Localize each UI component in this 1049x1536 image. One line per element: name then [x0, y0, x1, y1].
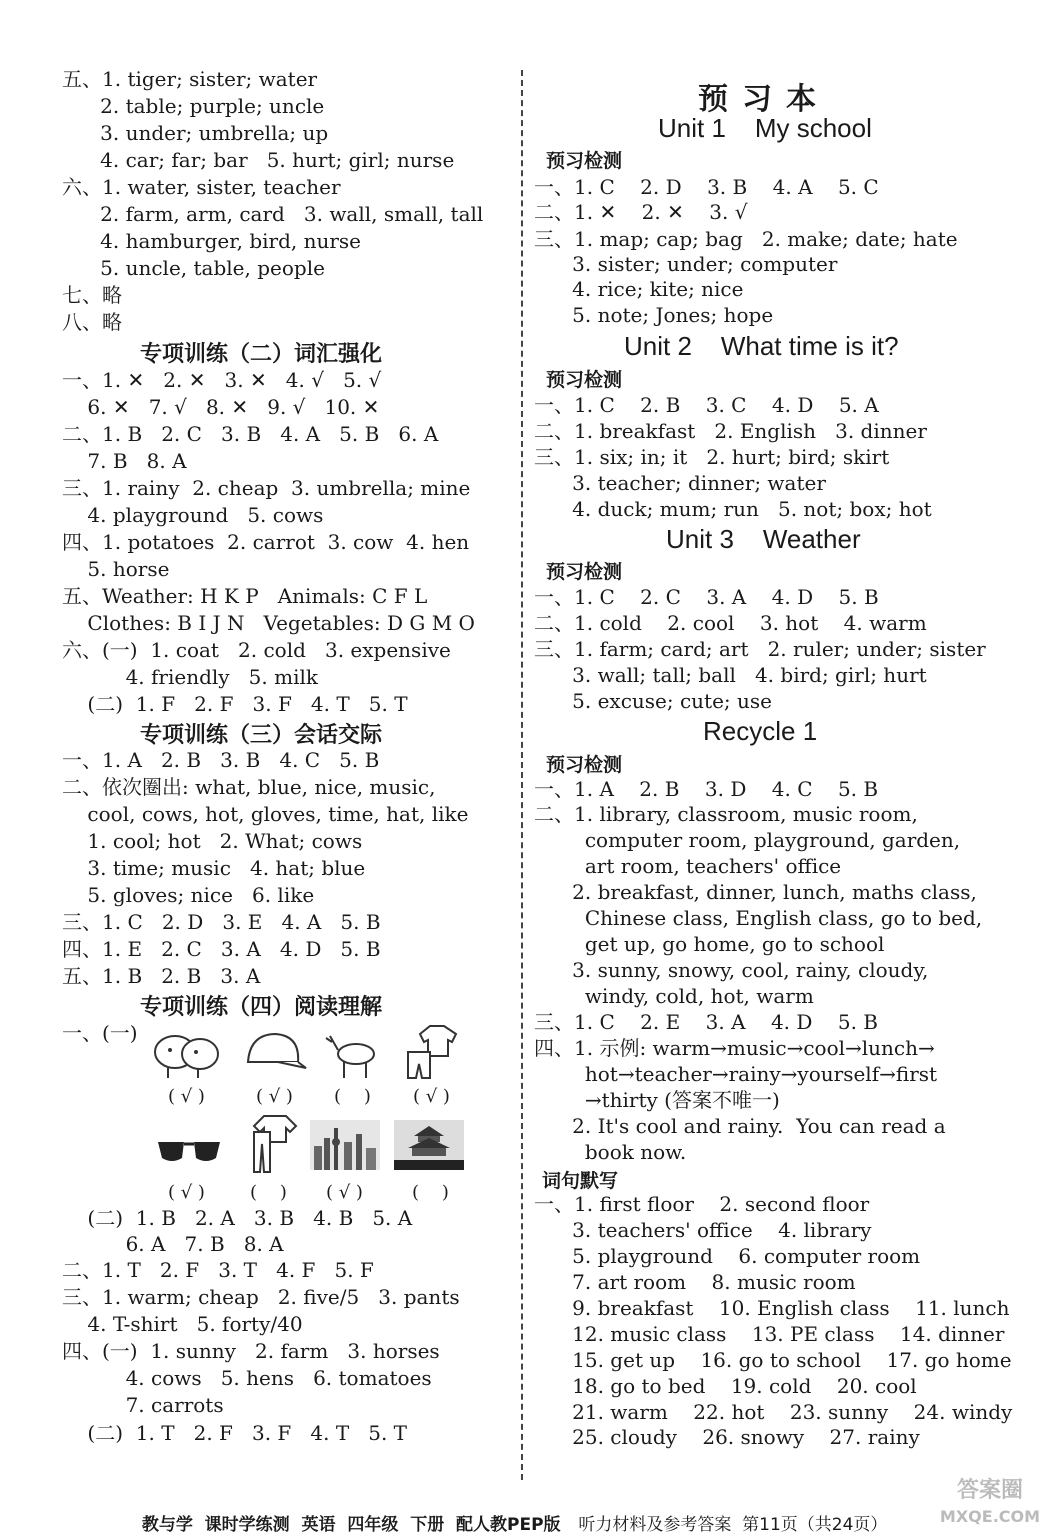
answer-line: Chinese class, English class, go to bed, [534, 906, 983, 930]
answer-line: 一、1. first floor 2. second floor [534, 1192, 870, 1216]
section-title: 专项训练（三）会话交际 [140, 723, 383, 748]
answer-line: 一、1. A 2. B 3. D 4. C 5. B [534, 777, 879, 801]
footer-brand: 教与学 课时学练测 英语 四年级 下册 配人教PEP版 [141, 1515, 561, 1535]
footer-page-info: 听力材料及参考答案 第11页（共24页） [578, 1515, 888, 1535]
answer-line: 三、1. warm; cheap 2. five/5 3. pants [62, 1285, 460, 1309]
answer-line: 四、1. 示例: warm→music→cool→lunch→ [534, 1036, 935, 1060]
answer-line: 4. playground 5. cows [62, 503, 324, 527]
check-mark: ( √ ) [256, 1086, 293, 1107]
answer-line: 5. gloves; nice 6. like [62, 883, 315, 907]
answer-line: 一、1. ✕ 2. ✕ 3. ✕ 4. √ 5. √ [62, 368, 382, 392]
answer-line: (二) 1. B 2. A 3. B 4. B 5. A [62, 1206, 413, 1230]
section-title: 专项训练（四）阅读理解 [140, 995, 383, 1020]
answer-line: 三、1. rainy 2. cheap 3. umbrella; mine [62, 476, 471, 500]
city-skyline-icon [310, 1120, 380, 1182]
answer-line: get up, go home, go to school [534, 932, 885, 956]
answer-line: 12. music class 13. PE class 14. dinner [534, 1322, 1005, 1346]
check-mark: ( ) [250, 1182, 287, 1203]
answer-line: 三、1. six; in; it 2. hurt; bird; skirt [534, 445, 890, 469]
check-mark: ( ) [412, 1182, 449, 1203]
answer-line: 五、1. tiger; sister; water [62, 67, 318, 91]
answer-line: 15. get up 16. go to school 17. go home [534, 1348, 1012, 1372]
shirt-pants-icon [240, 1112, 310, 1174]
answer-line: art room, teachers' office [534, 854, 842, 878]
answer-line: 五、Weather: H K P Animals: C F L [62, 584, 428, 608]
answer-line: computer room, playground, garden, [534, 828, 961, 852]
answer-line: 4. hamburger, bird, nurse [62, 229, 362, 253]
answer-line: 5. note; Jones; hope [534, 303, 774, 327]
answer-line: 6. A 7. B 8. A [62, 1232, 284, 1256]
goat-icon [320, 1022, 390, 1084]
answer-line: 21. warm 22. hot 23. sunny 24. windy [534, 1400, 1013, 1424]
answer-line: 四、1. E 2. C 3. A 4. D 5. B [62, 937, 381, 961]
answer-line: 2. table; purple; uncle [62, 94, 325, 118]
answer-line: cool, cows, hot, gloves, time, hat, like [62, 802, 469, 826]
section-heading: 预习检测 [546, 369, 623, 391]
answer-line: 七、略 [62, 283, 122, 307]
answer-line: 3. teacher; dinner; water [534, 471, 826, 495]
section-heading: 预习检测 [546, 561, 623, 583]
answer-line: 3. teachers' office 4. library [534, 1218, 872, 1242]
answer-line: 二、1. cold 2. cool 3. hot 4. warm [534, 611, 927, 635]
answer-line: 二、依次圈出: what, blue, nice, music, [62, 775, 436, 799]
section-title: 专项训练（二）词汇强化 [140, 342, 383, 367]
answer-line: 四、(一) 1. sunny 2. farm 3. horses [62, 1339, 440, 1363]
check-mark: ( ) [334, 1086, 371, 1107]
answer-line: 五、1. B 2. B 3. A [62, 964, 261, 988]
unit-title: Unit 1 My school [658, 113, 872, 143]
temple-icon [394, 1120, 464, 1182]
answer-line: 4. car; far; bar 5. hurt; girl; nurse [62, 148, 455, 172]
section-heading: 预习检测 [546, 150, 623, 172]
answer-line: 3. sister; under; computer [534, 252, 838, 276]
answer-line: 三、1. C 2. D 3. E 4. A 5. B [62, 910, 381, 934]
watermark-logo: 答案圈 MXQE.COM [939, 1478, 1041, 1526]
answer-line: 4. cows 5. hens 6. tomatoes [62, 1366, 432, 1390]
answer-line: windy, cold, hot, warm [534, 984, 814, 1008]
answer-line: 3. time; music 4. hat; blue [62, 856, 366, 880]
answer-line: 二、1. breakfast 2. English 3. dinner [534, 419, 927, 443]
unit-title: Unit 2 What time is it? [624, 331, 899, 361]
answer-line: hot→teacher→rainy→yourself→first [534, 1062, 938, 1086]
sheep-icon [150, 1022, 220, 1084]
page-footer [130, 1490, 930, 1535]
check-mark: ( √ ) [326, 1182, 363, 1203]
answer-line: 一、1. C 2. C 3. A 4. D 5. B [534, 585, 879, 609]
answer-line: →thirty (答案不唯一) [534, 1088, 780, 1112]
answer-line: 25. cloudy 26. snowy 27. rainy [534, 1425, 920, 1449]
answer-line: 7. carrots [62, 1393, 224, 1417]
answer-line: 1. cool; hot 2. What; cows [62, 829, 363, 853]
answer-line: 3. sunny, snowy, cool, rainy, cloudy, [534, 958, 929, 982]
unit-title: Recycle 1 [703, 716, 818, 746]
column-divider [521, 70, 523, 1480]
answer-line: 六、1. water, sister, teacher [62, 175, 341, 199]
answer-line: 四、1. potatoes 2. carrot 3. cow 4. hen [62, 530, 470, 554]
answer-line: 7. art room 8. music room [534, 1270, 856, 1294]
answer-line: Clothes: B I J N Vegetables: D G M O [62, 611, 475, 635]
answer-line: 6. ✕ 7. √ 8. ✕ 9. √ 10. ✕ [62, 395, 380, 419]
answer-line: 9. breakfast 10. English class 11. lunch [534, 1296, 1010, 1320]
answer-line: 5. uncle, table, people [62, 256, 325, 280]
check-mark: ( √ ) [168, 1182, 205, 1203]
answer-line: 2. It's cool and rainy. You can read a [534, 1114, 946, 1138]
question-prefix: 一、(一) [62, 1021, 138, 1045]
check-mark: ( √ ) [413, 1086, 450, 1107]
answer-line: 六、(一) 1. coat 2. cold 3. expensive [62, 638, 451, 662]
answer-line: 5. playground 6. computer room [534, 1244, 921, 1268]
answer-line: 3. wall; tall; ball 4. bird; girl; hurt [534, 663, 927, 687]
answer-line: 一、1. A 2. B 3. B 4. C 5. B [62, 748, 380, 772]
answer-line: 18. go to bed 19. cold 20. cool [534, 1374, 917, 1398]
answer-line: 7. B 8. A [62, 449, 187, 473]
answer-line: 二、1. library, classroom, music room, [534, 802, 918, 826]
answer-line: 2. farm, arm, card 3. wall, small, tall [62, 202, 484, 226]
answer-line: 二、1. B 2. C 3. B 4. A 5. B 6. A [62, 422, 439, 446]
answer-line: book now. [534, 1140, 687, 1164]
answer-line: 二、1. ✕ 2. ✕ 3. √ [534, 200, 748, 224]
unit-title: Unit 3 Weather [666, 524, 861, 554]
shirt-shorts-icon [400, 1022, 470, 1084]
answer-line: 5. horse [62, 557, 170, 581]
answer-line: 5. excuse; cute; use [534, 689, 773, 713]
answer-line: 4. friendly 5. milk [62, 665, 318, 689]
check-mark: ( √ ) [168, 1086, 205, 1107]
sunglasses-icon [154, 1120, 224, 1182]
answer-line: 3. under; umbrella; up [62, 121, 329, 145]
answer-line: 一、1. C 2. D 3. B 4. A 5. C [534, 175, 879, 199]
answer-line: 三、1. map; cap; bag 2. make; date; hate [534, 227, 958, 251]
section-heading: 预习检测 [546, 754, 623, 776]
answer-line: 三、1. farm; card; art 2. ruler; under; sister [534, 637, 986, 661]
answer-line: 一、1. C 2. B 3. C 4. D 5. A [534, 393, 879, 417]
answer-line: 4. rice; kite; nice [534, 277, 744, 301]
answer-line: 三、1. C 2. E 3. A 4. D 5. B [534, 1010, 878, 1034]
book-title: 预习本 [698, 82, 830, 117]
section-heading: 词句默写 [542, 1170, 619, 1192]
answer-line: 二、1. T 2. F 3. T 4. F 5. F [62, 1258, 374, 1282]
answer-line: (二) 1. F 2. F 3. F 4. T 5. T [62, 692, 408, 716]
answer-line: 八、略 [62, 310, 122, 334]
answer-line: (二) 1. T 2. F 3. F 4. T 5. T [62, 1421, 408, 1445]
cap-icon [238, 1022, 308, 1084]
answer-line: 4. duck; mum; run 5. not; box; hot [534, 497, 932, 521]
answer-line: 2. breakfast, dinner, lunch, maths class, [534, 880, 977, 904]
answer-line: 4. T-shirt 5. forty/40 [62, 1312, 303, 1336]
